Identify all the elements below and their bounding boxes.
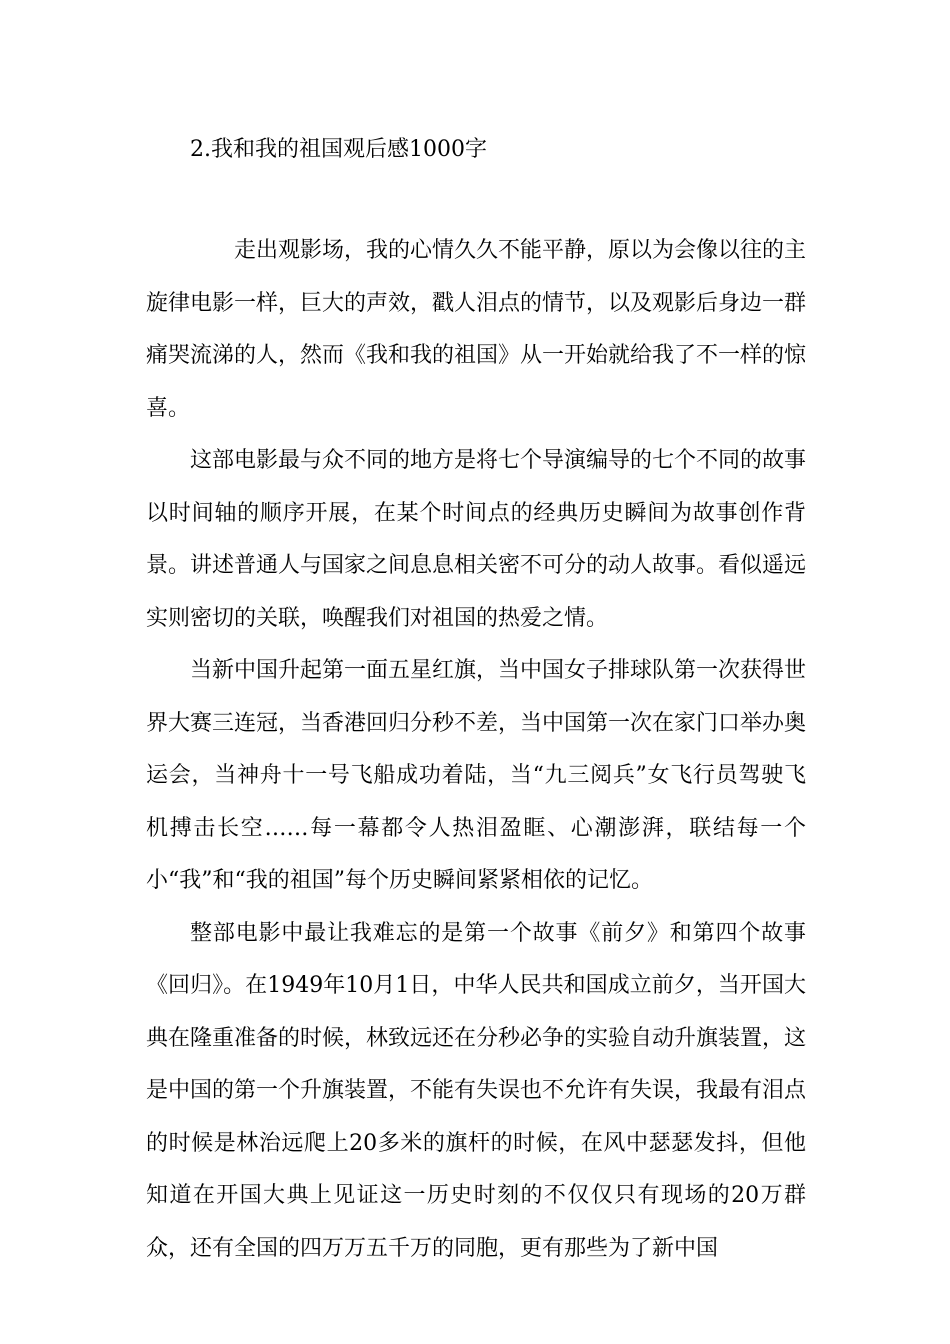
paragraph-1: 走出观影场，我的心情久久不能平静，原以为会像以往的主旋律电影一样，巨大的声效，戳人泪点的情节，以及观影后身边一群痛哭流涕的人，然而《我和我的祖国》从一开始就给我了不一样的惊喜。 [146,238,807,421]
paragraph-2: 这部电影最与众不同的地方是将七个导演编导的七个不同的故事以时间轴的顺序开展，在某个时间点的经典历史瞬间为故事创作背景。讲述普通人与国家之间息息相关密不可分的动人故事。看似遥远实则密切的关联，唤醒我们对祖国的热爱之情。 [146,448,807,631]
paragraph-3: 当新中国升起第一面五星红旗，当中国女子排球队第一次获得世界大赛三连冠，当香港回归分秒不差，当中国第一次在家门口举办奥运会，当神舟十一号飞船成功着陆，当“九三阅兵”女飞行员驾驶飞机搏击长空……每一幕都令人热泪盈眶、心潮澎湃，联结每一个小“我”和“我的祖国”每个历史瞬间紧紧相依的记忆。 [146,658,807,893]
document-heading: 2.我和我的祖国观后感1000字 [190,137,487,162]
document-body [146,225,806,1275]
paragraph-4: 整部电影中最让我难忘的是第一个故事《前夕》和第四个故事《回归》。在1949年10月1日，中华人民共和国成立前夕，当开国大典在隆重准备的时候，林致远还在分秒必争的实验自动升旗装置，这是中国的第一个升旗装置，不能有失误也不允许有失误，我最有泪点的时候是林治远爬上20多米的旗杆的时候，在风中瑟瑟发抖，但他知道在开国大典上见证这一历史时刻的不仅仅只有现场的20万群众，还有全国的四万万五千万的同胞，更有那些为了新中国 [146,920,807,1261]
